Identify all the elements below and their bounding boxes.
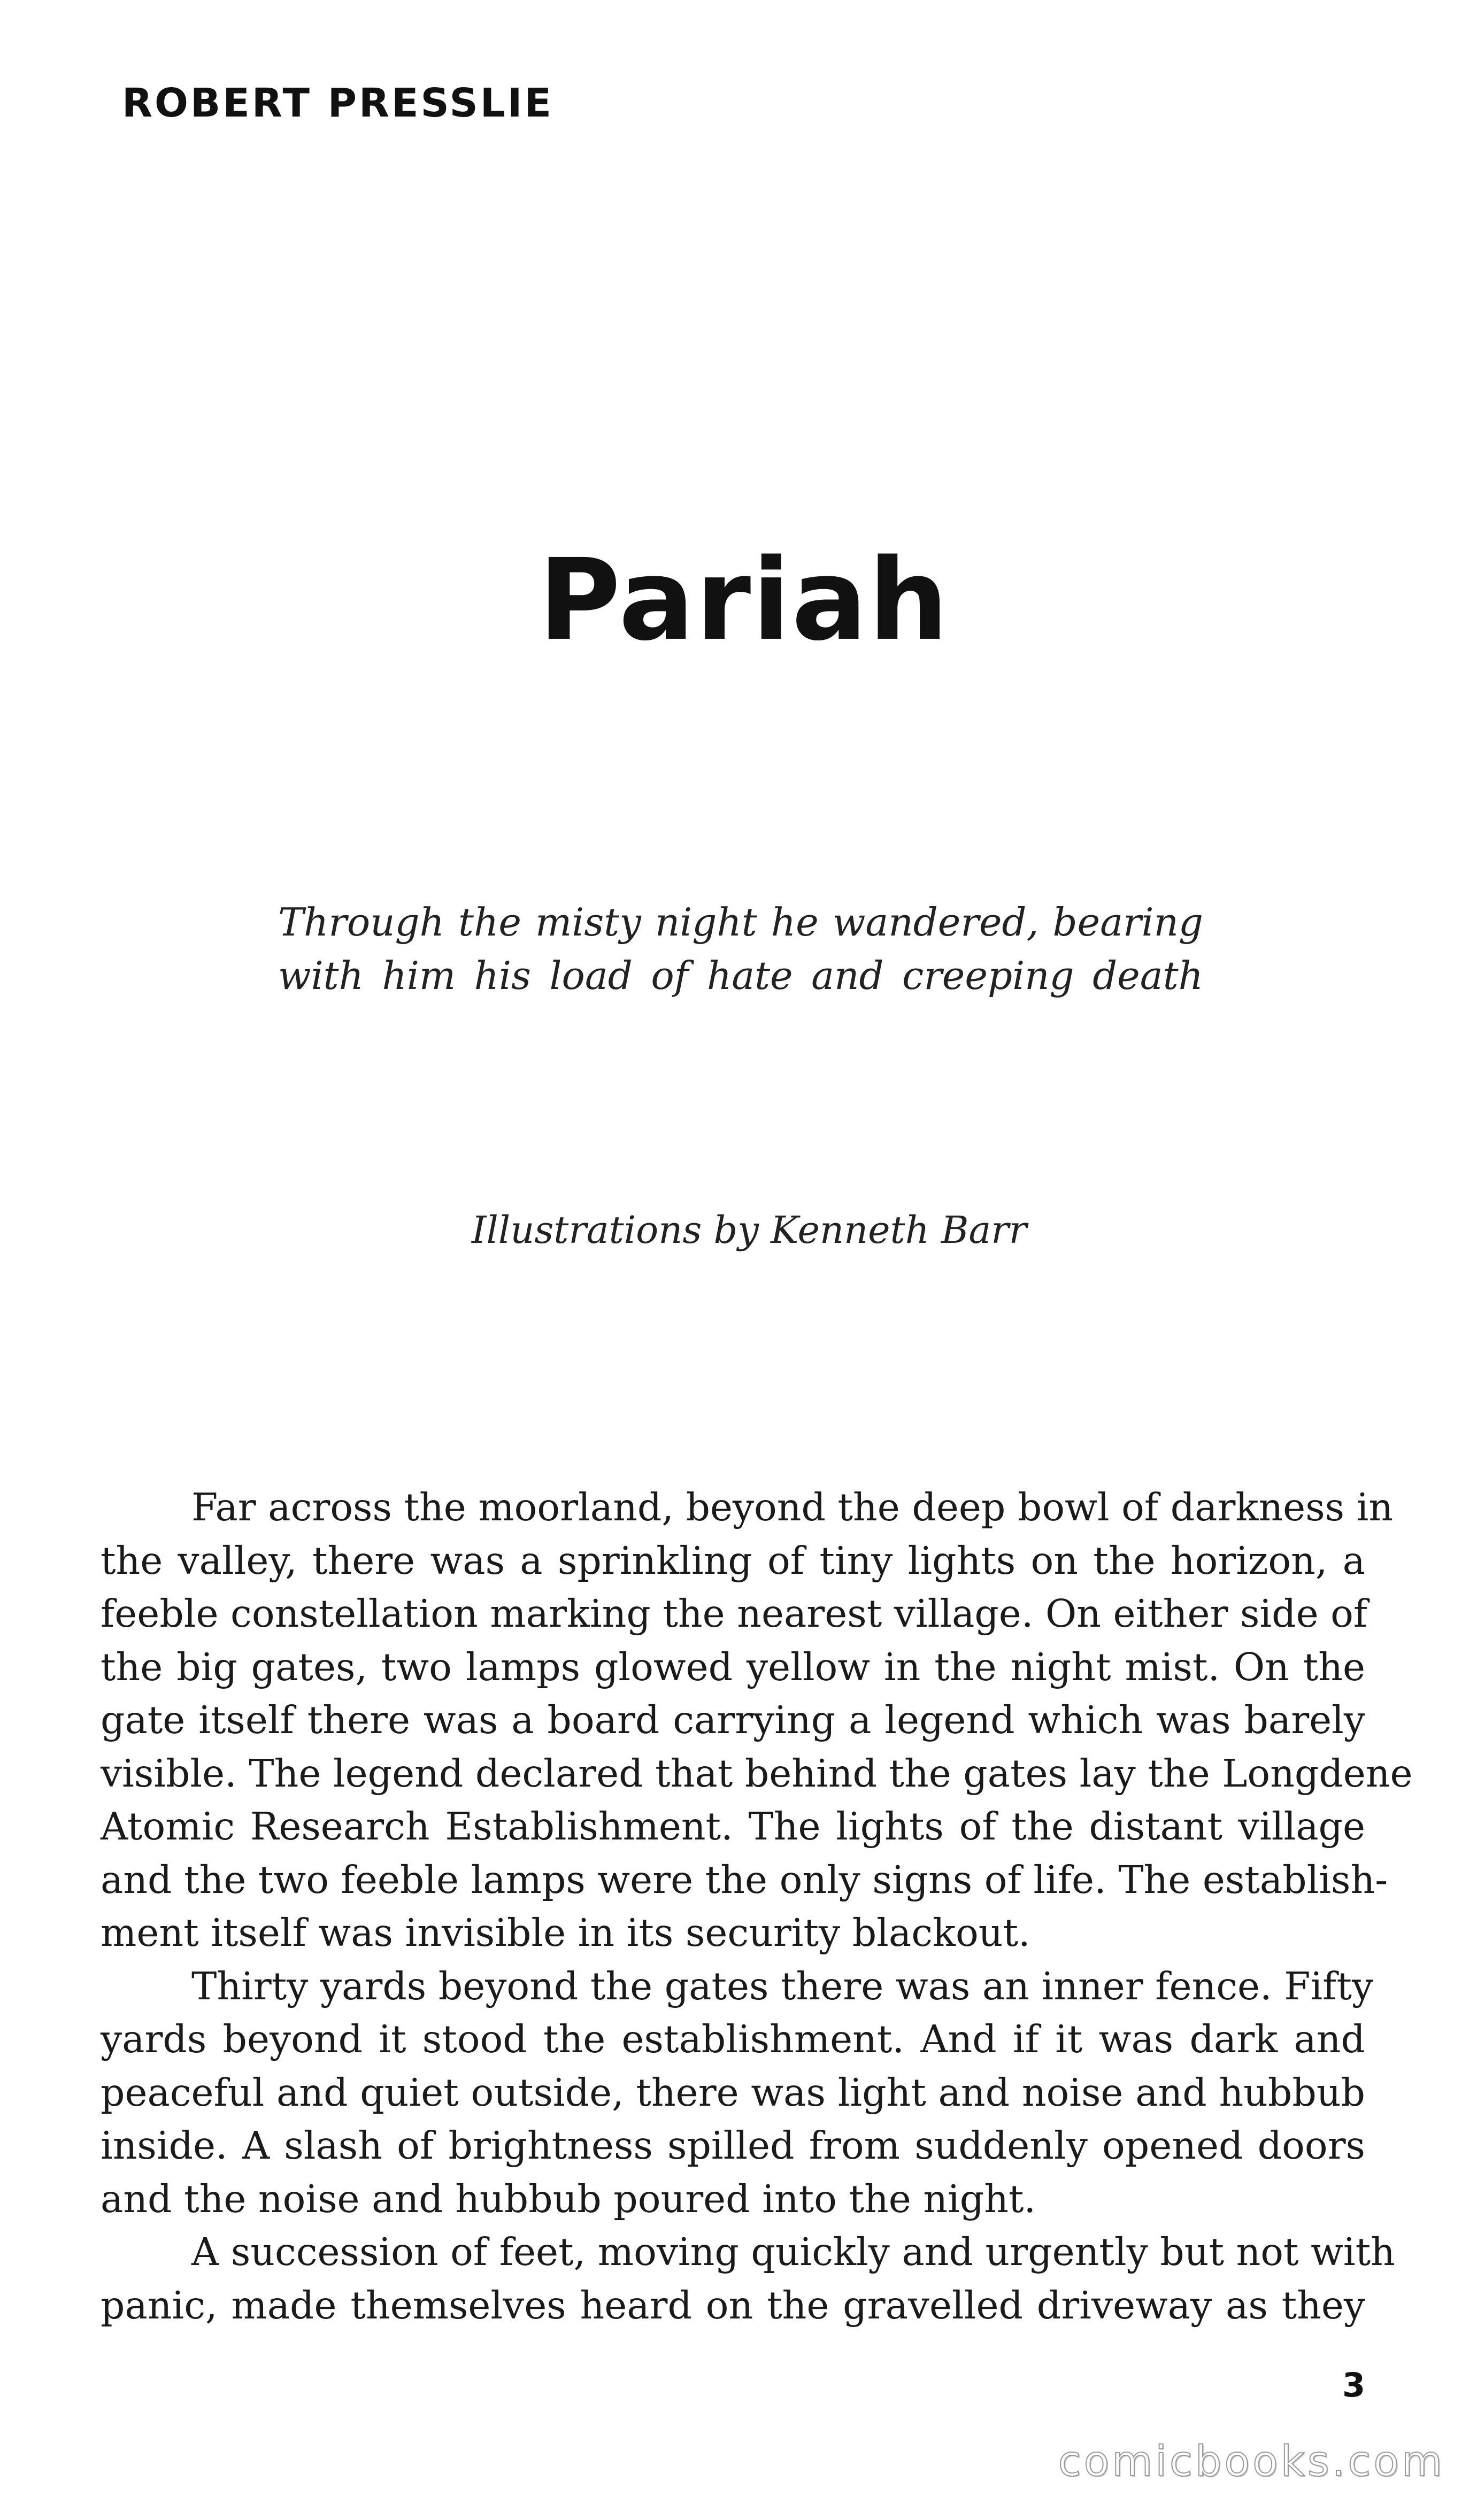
story-title: Pariah: [538, 535, 950, 666]
tagline-line: with him his load of hate and creeping death: [278, 953, 1203, 998]
body-line: the big gates, two lamps glowed yellow in the night mist. On the: [101, 1644, 1365, 1689]
body-line: gate itself there was a board carrying a legend which was barely: [101, 1698, 1365, 1742]
story-body: [101, 1481, 1413, 2332]
body-line: panic, made themselves heard on the gravelled driveway as they: [101, 2283, 1365, 2328]
body-line: and the noise and hubbub poured into the night.: [101, 2176, 1036, 2221]
body-line: visible. The legend declared that behind the gates lay the Longdene: [101, 1751, 1413, 1796]
body-line: feeble constellation marking the nearest village. On either side of: [101, 1591, 1368, 1636]
site-watermark: comicbooks.com: [1058, 2438, 1445, 2486]
body-line: Atomic Research Establishment. The lights of the distant village: [101, 1804, 1365, 1849]
body-line: Far across the moorland, beyond the deep bowl of darkness in: [191, 1485, 1394, 1529]
body-line: ment itself was invisible in its security blackout.: [101, 1911, 1030, 1955]
page-number: 3: [1342, 2366, 1366, 2405]
body-line: yards beyond it stood the establishment. And if it was dark and: [101, 2017, 1365, 2061]
body-line: Thirty yards beyond the gates there was an inner fence. Fifty: [191, 1964, 1374, 2008]
body-line: inside. A slash of brightness spilled from suddenly opened doors: [101, 2123, 1365, 2168]
body-line: and the two feeble lamps were the only signs of life. The establish-: [101, 1857, 1388, 1902]
body-line: the valley, there was a sprinkling of tiny lights on the horizon, a: [101, 1538, 1365, 1583]
illustration-credit: Illustrations by Kenneth Barr: [471, 1208, 1027, 1252]
body-line: A succession of feet, moving quickly and urgently but not with: [191, 2230, 1395, 2274]
tagline-line: Through the misty night he wandered, bearing: [278, 900, 1203, 945]
author-name: ROBERT PRESSLIE: [122, 80, 554, 126]
story-tagline: [278, 895, 1203, 1002]
body-line: peaceful and quiet outside, there was light and noise and hubbub: [101, 2070, 1365, 2115]
